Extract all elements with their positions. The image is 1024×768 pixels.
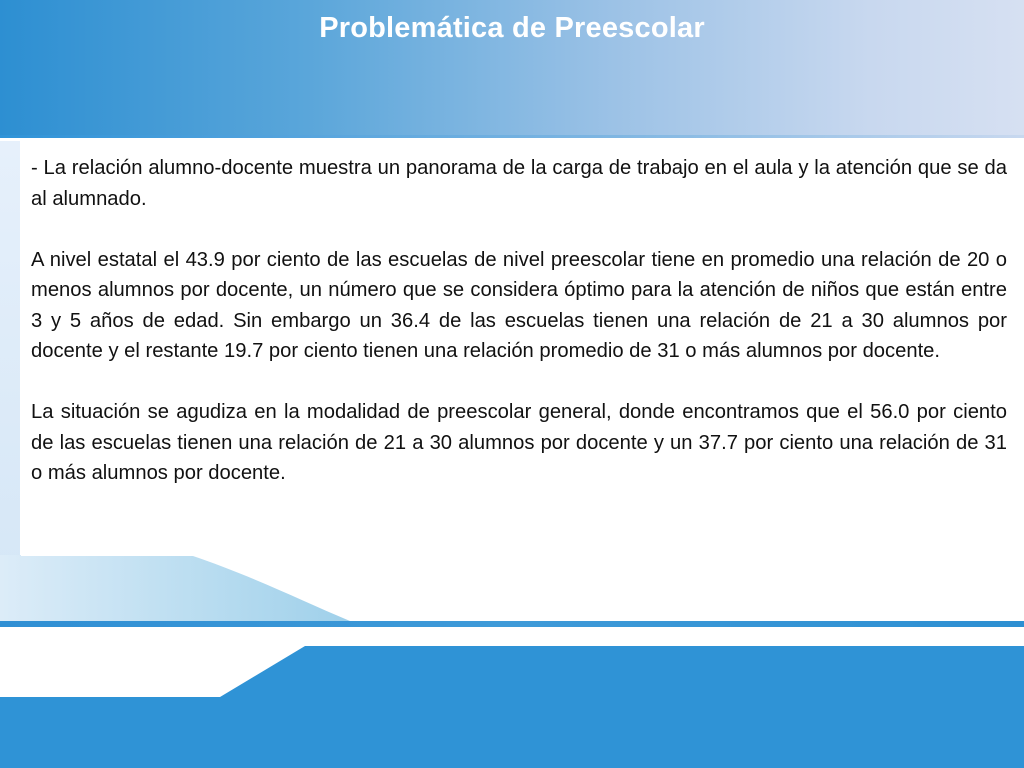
paragraph-intro: - La relación alumno-docente muestra un panorama de la carga de trabajo en el aula y la atención que se da al alumnado. bbox=[31, 157, 1007, 210]
footer-band-shape bbox=[0, 646, 1024, 768]
body-text bbox=[31, 153, 1007, 489]
paragraph-general-modality: La situación se agudiza en la modalidad de preescolar general, donde encontramos que el 56.0 por ciento de las escuelas tienen una relación de 21 a 30 alumnos por docente y un 37.7 por ciento una relación de 31 o más alumnos por docente. bbox=[31, 401, 1007, 484]
divider-line bbox=[0, 621, 1024, 627]
slide-title: Problemática de Preescolar bbox=[319, 12, 705, 44]
paragraph-state-stats: A nivel estatal el 43.9 por ciento de las escuelas de nivel preescolar tiene en promedio una relación de 20 o menos alumnos por docente, un número que se considera óptimo para la atención de niños que están entre 3 y 5 años de edad. Sin embargo un 36.4 de las escuelas tienen una relación de 21 a 30 alumnos por docente y el restante 19.7 por ciento tienen una relación promedio de 31 o más alumnos por docente. bbox=[31, 248, 1007, 362]
